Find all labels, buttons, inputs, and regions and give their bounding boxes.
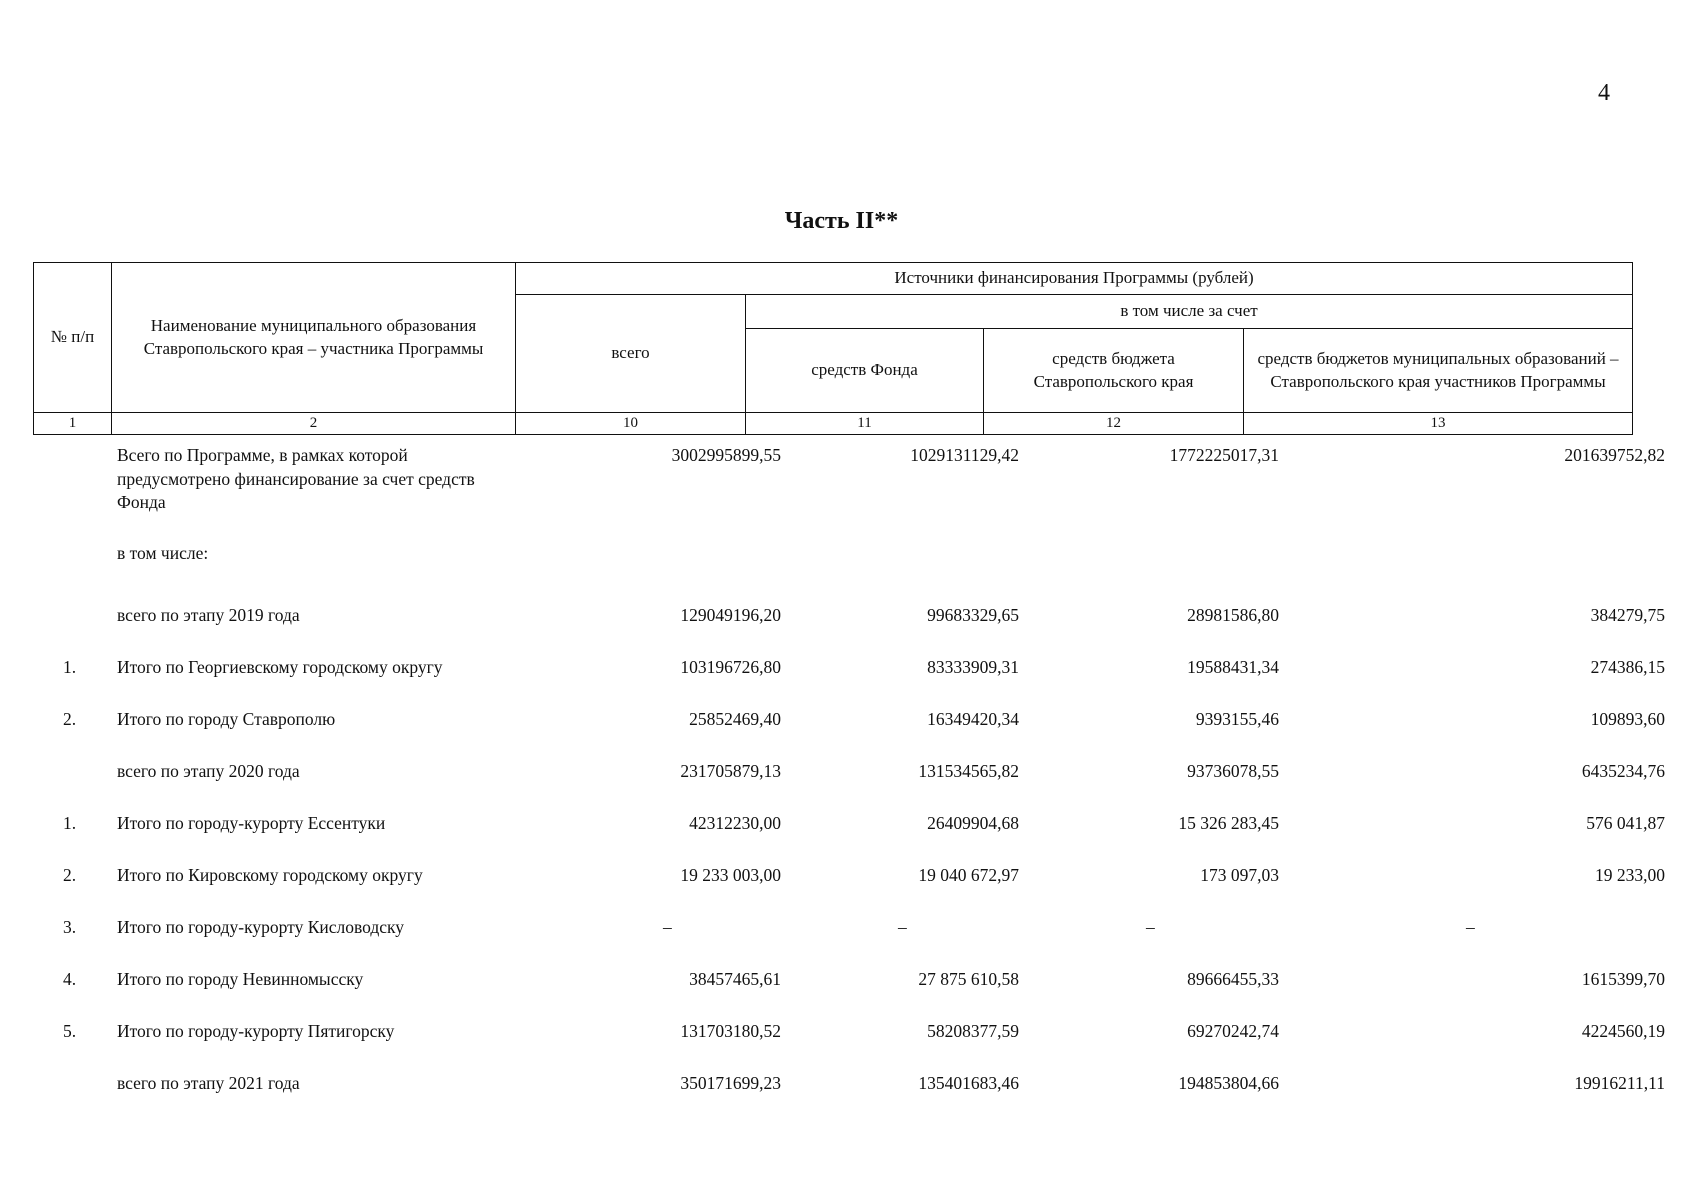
row-total: 3002995899,55	[671, 445, 781, 465]
row-munic: 201639752,82	[1564, 445, 1665, 465]
row-region: 69270242,74	[1187, 1021, 1279, 1041]
row-total: 350171699,23	[680, 1073, 781, 1093]
row-munic: 4224560,19	[1581, 1021, 1665, 1041]
table-row	[33, 800, 1665, 852]
row-region: 173 097,03	[1200, 865, 1279, 885]
row-name: Итого по городу Невинномысску	[117, 969, 364, 989]
row-num: 2.	[63, 865, 77, 885]
table-row	[33, 444, 1665, 542]
row-name: всего по этапу 2019 года	[117, 605, 300, 625]
row-munic: 384279,75	[1590, 605, 1665, 625]
header-munic: средств бюджетов муниципальных образований – Ставропольского края участников Программы	[1244, 329, 1633, 413]
row-munic: 19916211,11	[1574, 1073, 1665, 1093]
row-total: 38457465,61	[689, 969, 781, 989]
row-munic: –	[1466, 917, 1475, 937]
table-row	[33, 852, 1665, 904]
row-name: всего по этапу 2021 года	[117, 1073, 300, 1093]
header-colnum: 12	[984, 413, 1244, 435]
row-fund: –	[898, 917, 907, 937]
row-region: 15 326 283,45	[1178, 813, 1279, 833]
table-row	[33, 748, 1665, 800]
row-munic: 109893,60	[1590, 709, 1665, 729]
row-num: 4.	[63, 969, 77, 989]
header-incl: в том числе за счет	[746, 295, 1633, 329]
row-munic: 576 041,87	[1586, 813, 1665, 833]
row-munic: 6435234,76	[1581, 761, 1665, 781]
row-total: –	[663, 917, 672, 937]
header-colnum: 11	[746, 413, 984, 435]
row-fund: 26409904,68	[927, 813, 1019, 833]
row-total: 42312230,00	[689, 813, 781, 833]
row-region: 19588431,34	[1187, 657, 1279, 677]
row-name: в том числе:	[117, 543, 209, 563]
header-num: № п/п	[34, 263, 112, 413]
header-colnum: 2	[112, 413, 516, 435]
header-name: Наименование муниципального образования Ставропольского края – участника Программы	[112, 263, 516, 413]
page-number: 4	[1598, 80, 1610, 106]
row-num: 2.	[63, 709, 77, 729]
page-title: Часть II**	[784, 208, 899, 234]
row-region: –	[1146, 917, 1155, 937]
header-colnum: 13	[1244, 413, 1633, 435]
row-num: 3.	[63, 917, 77, 937]
row-region: 89666455,33	[1187, 969, 1279, 989]
table-header	[33, 262, 1633, 435]
header-fund: средств Фонда	[746, 329, 984, 413]
row-num: 1.	[63, 813, 77, 833]
row-region: 93736078,55	[1187, 761, 1279, 781]
row-name: Итого по городу-курорту Пятигорску	[117, 1021, 395, 1041]
row-fund: 135401683,46	[918, 1073, 1019, 1093]
row-num: 5.	[63, 1021, 77, 1041]
row-fund: 131534565,82	[918, 761, 1019, 781]
row-region: 1772225017,31	[1169, 445, 1279, 465]
row-total: 25852469,40	[689, 709, 781, 729]
row-fund: 16349420,34	[927, 709, 1019, 729]
row-total: 103196726,80	[680, 657, 781, 677]
row-name: Итого по городу Ставрополю	[117, 709, 336, 729]
row-fund: 99683329,65	[927, 605, 1019, 625]
header-sources: Источники финансирования Программы (рублей)	[516, 263, 1633, 295]
table-row	[33, 542, 1632, 592]
table-row	[33, 644, 1665, 696]
row-fund: 58208377,59	[927, 1021, 1019, 1041]
table-row	[33, 1008, 1665, 1060]
row-region: 28981586,80	[1187, 605, 1279, 625]
row-name: всего по этапу 2020 года	[117, 761, 300, 781]
table-row	[33, 956, 1665, 1008]
row-fund: 19 040 672,97	[918, 865, 1019, 885]
table-row	[33, 592, 1665, 644]
row-region: 194853804,66	[1178, 1073, 1279, 1093]
row-fund: 83333909,31	[927, 657, 1019, 677]
header-region: средств бюджета Ставропольского края	[984, 329, 1244, 413]
table-row	[33, 904, 1632, 956]
header-colnum: 1	[34, 413, 112, 435]
header-total: всего	[516, 295, 746, 413]
row-munic: 1615399,70	[1581, 969, 1665, 989]
row-name: Итого по Кировскому городскому округу	[117, 865, 423, 885]
row-munic: 274386,15	[1590, 657, 1665, 677]
row-name: Всего по Программе, в рамках которой предусмотрено финансирование за счет средств Фонда	[117, 445, 475, 513]
table-row	[33, 1060, 1665, 1112]
row-fund: 1029131129,42	[910, 445, 1019, 465]
row-name: Итого по Георгиевскому городскому округу	[117, 657, 443, 677]
row-munic: 19 233,00	[1595, 865, 1665, 885]
table-body	[33, 444, 1665, 1112]
row-total: 129049196,20	[680, 605, 781, 625]
row-total: 19 233 003,00	[680, 865, 781, 885]
row-total: 131703180,52	[680, 1021, 781, 1041]
row-name: Итого по городу-курорту Ессентуки	[117, 813, 386, 833]
row-num: 1.	[63, 657, 77, 677]
table-row	[33, 696, 1665, 748]
header-colnum: 10	[516, 413, 746, 435]
row-region: 9393155,46	[1195, 709, 1279, 729]
row-total: 231705879,13	[680, 761, 781, 781]
row-fund: 27 875 610,58	[918, 969, 1019, 989]
row-name: Итого по городу-курорту Кисловодску	[117, 917, 405, 937]
